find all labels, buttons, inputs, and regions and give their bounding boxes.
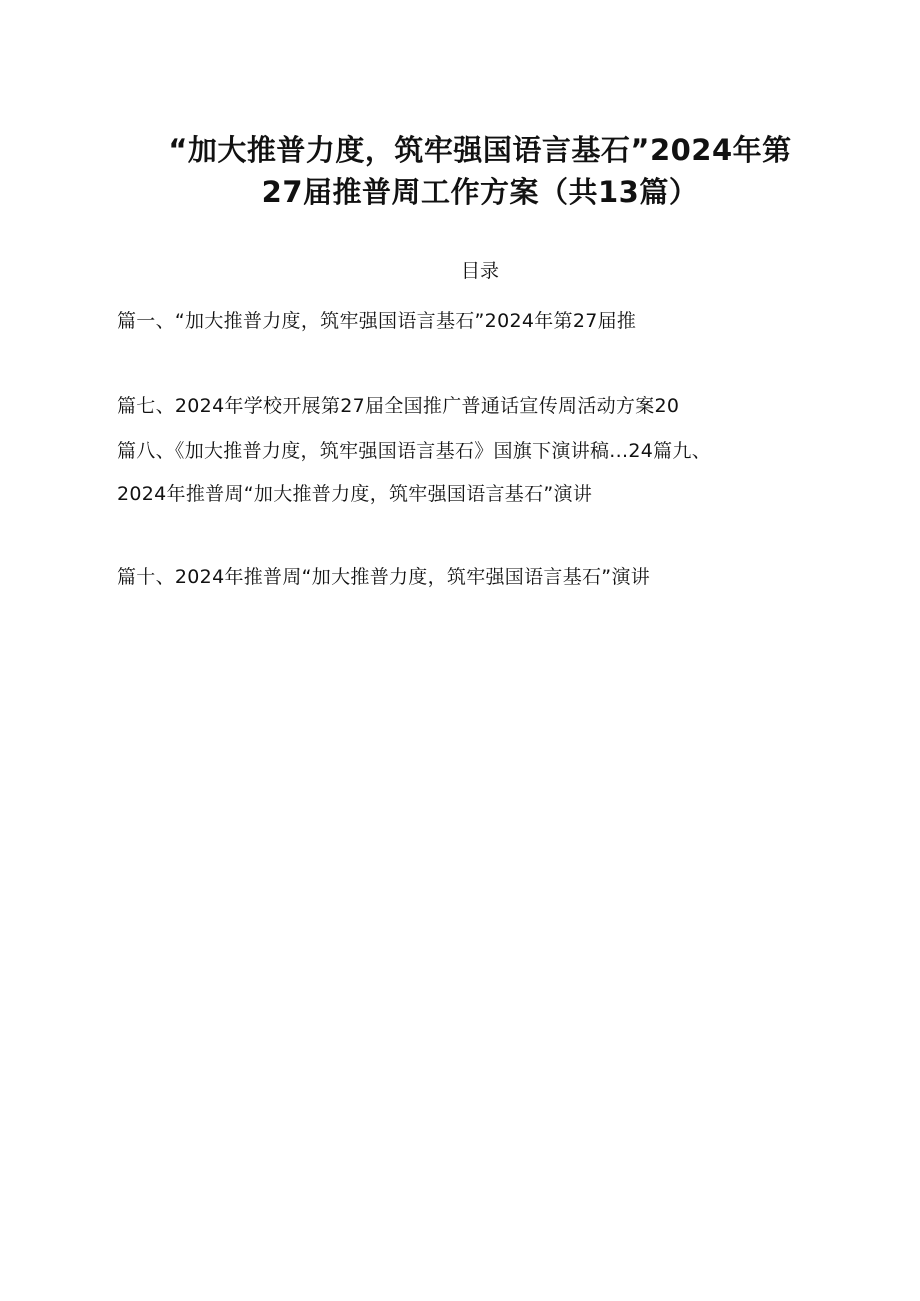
toc-heading: 目录 xyxy=(460,260,499,282)
document-title-line-2: 27届推普周工作方案（共13篇） xyxy=(261,175,699,209)
toc-entry-7: 篇七、2024年学校开展第27届全国推广普通话宣传周活动方案20 xyxy=(117,395,680,417)
toc-entry-10: 篇十、2024年推普周“加大推普力度，筑牢强国语言基石”演讲 xyxy=(117,566,651,588)
toc-entry-1: 篇一、“加大推普力度，筑牢强国语言基石”2024年第27届推 xyxy=(117,310,637,332)
toc-entry-8-9: 篇八、《加大推普力度，筑牢强国语言基石》国旗下演讲稿...24篇九、 xyxy=(117,440,711,462)
toc-entry-9-continued: 2024年推普周“加大推普力度，筑牢强国语言基石”演讲 xyxy=(117,483,593,505)
document-title-line-1: “加大推普力度，筑牢强国语言基石”2024年第 xyxy=(168,133,792,167)
